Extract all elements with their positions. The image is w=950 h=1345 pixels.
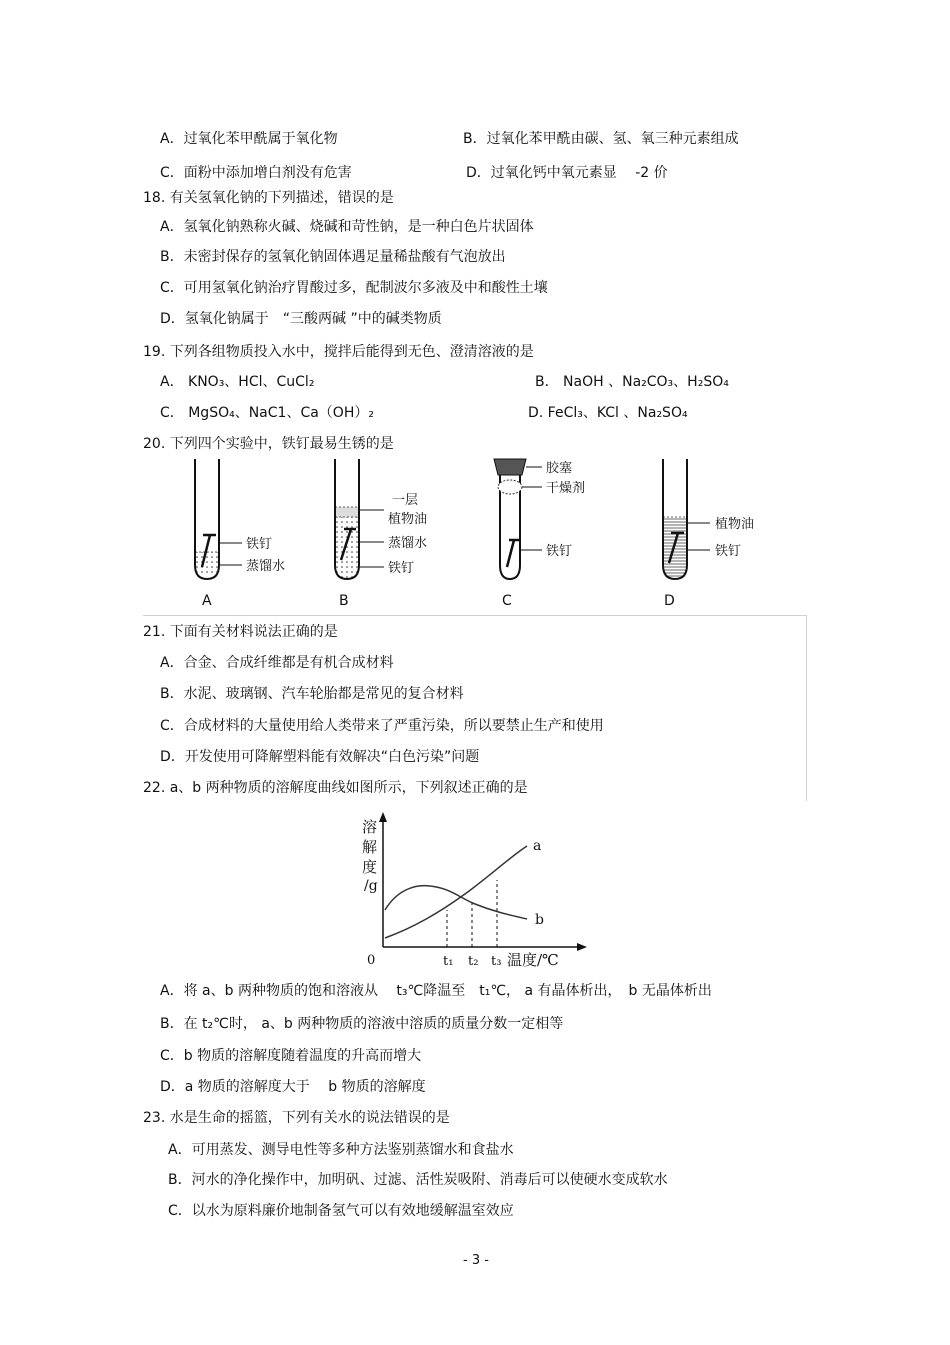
svg-text:度: 度 <box>362 858 378 876</box>
label-nail-a: 铁钉 <box>246 537 273 552</box>
tube-d <box>663 459 754 579</box>
caption-b: B <box>339 593 349 609</box>
q21-option-c: C．合成材料的大量使用给人类带来了严重污染，所以要禁止生产和使用 <box>160 718 604 734</box>
water-a <box>195 552 219 577</box>
q17-option-a: A．过氧化苯甲酰属于氧化物 <box>160 131 338 147</box>
q19-option-c: C． MgSO₄、NaC1、Ca（OH）₂ <box>160 405 374 421</box>
x-axis-label: 温度/℃ <box>507 951 559 969</box>
q21-option-d: D．开发使用可降解塑料能有效解决“白色污染”问题 <box>160 749 480 765</box>
svg-text:植物油: 植物油 <box>715 517 755 532</box>
q18-option-b: B．未密封保存的氢氧化钠固体遇足量稀盐酸有气泡放出 <box>160 249 506 265</box>
stopper-c <box>494 459 526 475</box>
nail-c <box>507 540 514 567</box>
tube-c <box>494 459 585 579</box>
q19-option-d: D. FeCl₃、KCl 、Na₂SO₄ <box>528 405 688 421</box>
caption-a: A <box>202 593 212 609</box>
curve-a-label: a <box>533 838 542 854</box>
svg-text:干燥剂: 干燥剂 <box>546 481 586 496</box>
q17-option-d: D．过氧化钙中氧元素显 -2 价 <box>466 165 668 181</box>
curve-b <box>385 886 527 919</box>
curve-b-label: b <box>535 912 544 928</box>
question-frame <box>143 615 807 801</box>
q18-option-d: D．氢氧化钠属于 “三酸两碱 ”中的碱类物质 <box>160 311 442 327</box>
svg-text:/g: /g <box>364 878 378 894</box>
oil-d <box>663 517 687 579</box>
svg-text:铁钉: 铁钉 <box>715 544 742 559</box>
svg-text:胶塞: 胶塞 <box>546 461 573 476</box>
q23-option-c: C．以水为原料廉价地制备氢气可以有效地缓解温室效应 <box>168 1203 514 1219</box>
q18-option-c: C．可用氢氧化钠治疗胃酸过多，配制波尔多液及中和酸性土壤 <box>160 280 548 296</box>
q22-stem: 22. a、b 两种物质的溶解度曲线如图所示，下列叙述正确的是 <box>143 780 528 796</box>
caption-c: C <box>502 593 512 609</box>
q17-option-b: B．过氧化苯甲酰由碳、氢、氧三种元素组成 <box>463 131 739 147</box>
solubility-graph <box>355 812 595 972</box>
page-number: - 3 - <box>463 1253 489 1268</box>
q18-option-a: A．氢氧化钠熟称火碱、烧碱和苛性钠，是一种白色片状固体 <box>160 219 534 235</box>
curve-a <box>385 846 527 938</box>
q21-option-a: A．合金、合成纤维都是有机合成材料 <box>160 655 394 671</box>
q22-option-d: D．a 物质的溶解度大于 b 物质的溶解度 <box>160 1079 426 1095</box>
q21-option-b: B．水泥、玻璃钢、汽车轮胎都是常见的复合材料 <box>160 686 464 702</box>
tube-a <box>195 459 285 580</box>
q23-option-a: A．可用蒸发、测导电性等多种方法鉴别蒸馏水和食盐水 <box>168 1142 514 1158</box>
q22-option-b: B．在 t₂℃时， a、b 两种物质的溶液中溶质的质量分数一定相等 <box>160 1016 564 1032</box>
svg-text:解: 解 <box>362 838 378 856</box>
svg-text:t₂: t₂ <box>468 954 479 969</box>
label-water-a: 蒸馏水 <box>246 559 286 574</box>
q19-stem: 19. 下列各组物质投入水中，搅拌后能得到无色、澄清溶液的是 <box>143 344 534 360</box>
q22-option-c: C．b 物质的溶解度随着温度的升高而增大 <box>160 1048 422 1064</box>
q19-option-a: A． KNO₃、HCl、CuCl₂ <box>160 374 315 390</box>
svg-text:铁钉: 铁钉 <box>546 544 573 559</box>
test-tube-figure <box>180 455 800 590</box>
oil-layer-b <box>335 507 359 517</box>
svg-text:蒸馏水: 蒸馏水 <box>388 536 428 551</box>
q22-option-a: A．将 a、b 两种物质的饱和溶液从 t₃℃降温至 t₁℃， a 有晶体析出， b 无晶体析出 <box>160 983 712 999</box>
q19-option-b: B． NaOH 、Na₂CO₃、H₂SO₄ <box>535 374 729 390</box>
water-b <box>335 517 359 579</box>
svg-text:一层: 一层 <box>392 493 419 508</box>
svg-text:铁钉: 铁钉 <box>388 561 415 576</box>
caption-d: D <box>664 593 675 609</box>
origin-label: 0 <box>367 953 376 968</box>
tube-b <box>335 459 427 579</box>
svg-text:t₁: t₁ <box>443 954 454 969</box>
svg-text:溶: 溶 <box>362 818 378 836</box>
q20-stem: 20. 下列四个实验中，铁钉最易生锈的是 <box>143 436 394 452</box>
svg-text:植物油: 植物油 <box>388 512 428 527</box>
q18-stem: 18. 有关氢氧化钠的下列描述，错误的是 <box>143 190 394 206</box>
q23-stem: 23. 水是生命的摇篮，下列有关水的说法错误的是 <box>143 1110 450 1126</box>
desiccant-c <box>498 480 522 494</box>
q23-option-b: B．河水的净化操作中，加明矾、过滤、活性炭吸附、消毒后可以使硬水变成软水 <box>168 1172 668 1188</box>
q17-option-c: C．面粉中添加增白剂没有危害 <box>160 165 352 181</box>
svg-text:t₃: t₃ <box>491 954 502 969</box>
q21-stem: 21. 下面有关材料说法正确的是 <box>143 624 338 640</box>
